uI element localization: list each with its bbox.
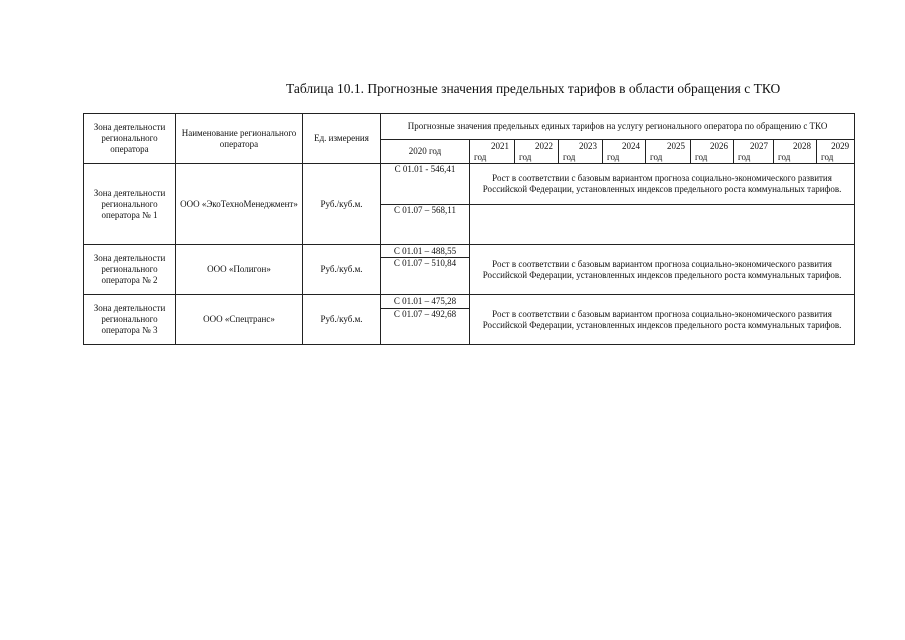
header-year-2022: [515, 140, 559, 164]
cell-tariff-jan: С 01.01 – 488,55: [381, 245, 470, 258]
year-number: 2028: [793, 140, 811, 151]
cell-operator: ООО «ЭкоТехноМенеджмент»: [176, 164, 303, 245]
cell-operator: ООО «Спецтранс»: [176, 295, 303, 345]
header-year-2027: [734, 140, 774, 164]
header-year-2025: [646, 140, 691, 164]
header-year-2023: [559, 140, 603, 164]
year-number: 2029: [831, 140, 850, 151]
year-suffix: год: [650, 151, 663, 162]
year-number: 2025: [667, 140, 685, 151]
cell-unit: Руб./куб.м.: [303, 164, 381, 245]
header-year-2029: [817, 140, 855, 164]
year-suffix: год: [821, 151, 834, 162]
table-row: [84, 245, 855, 258]
header-zone: Зона деятельности регионального оператора: [84, 114, 176, 164]
year-suffix: год: [474, 151, 487, 162]
year-number: 2022: [535, 140, 553, 151]
year-number: 2023: [579, 140, 597, 151]
tariff-table: [83, 113, 855, 345]
cell-operator: ООО «Полигон»: [176, 245, 303, 295]
table-row: [84, 164, 855, 205]
cell-zone: Зона деятельности регионального оператора № 2: [84, 245, 176, 295]
header-year-2021: [470, 140, 515, 164]
cell-growth: Рост в соответствии с базовым вариантом прогноза социально-экономического развития Российской Федерации, установленных индексов предельного роста коммунальных тарифов.: [470, 245, 855, 295]
cell-tariff-jul: С 01.07 – 568,11: [381, 205, 470, 245]
table-row: [84, 295, 855, 309]
table-caption: Таблица 10.1. Прогнозные значения предельных тарифов в области обращения с ТКО: [286, 81, 781, 96]
cell-tariff-jan: С 01.01 - 546,41: [381, 164, 470, 205]
year-number: 2026: [710, 140, 728, 151]
cell-zone: Зона деятельности регионального оператора № 3: [84, 295, 176, 345]
year-suffix: год: [607, 151, 620, 162]
cell-growth-continued: [470, 205, 855, 245]
cell-unit: Руб./куб.м.: [303, 295, 381, 345]
cell-tariff-jul: С 01.07 – 492,68: [381, 309, 470, 345]
header-unit: Ед. измерения: [303, 114, 381, 164]
year-number: 2024: [622, 140, 640, 151]
header-year-2020: 2020 год: [381, 140, 470, 164]
year-suffix: год: [695, 151, 708, 162]
header-forecast: Прогнозные значения предельных единых тарифов на услугу регионального оператора по обращению с ТКО: [381, 114, 855, 140]
year-suffix: год: [519, 151, 532, 162]
year-number: 2021: [491, 140, 509, 151]
cell-unit: Руб./куб.м.: [303, 245, 381, 295]
year-suffix: год: [738, 151, 751, 162]
cell-growth: Рост в соответствии с базовым вариантом прогноза социально-экономического развития Российской Федерации, установленных индексов предельного роста коммунальных тарифов.: [470, 164, 855, 205]
cell-tariff-jul: С 01.07 – 510,84: [381, 258, 470, 295]
header-row-1: [84, 114, 855, 140]
year-suffix: год: [563, 151, 576, 162]
header-year-2026: [691, 140, 734, 164]
cell-tariff-jan: С 01.01 – 475,28: [381, 295, 470, 309]
header-year-2024: [603, 140, 646, 164]
year-suffix: год: [778, 151, 791, 162]
cell-growth: Рост в соответствии с базовым вариантом прогноза социально-экономического развития Российской Федерации, установленных индексов предельного роста коммунальных тарифов.: [470, 295, 855, 345]
year-number: 2027: [750, 140, 768, 151]
header-operator: Наименование регионального оператора: [176, 114, 303, 164]
header-year-2028: [774, 140, 817, 164]
cell-zone: Зона деятельности регионального оператора № 1: [84, 164, 176, 245]
